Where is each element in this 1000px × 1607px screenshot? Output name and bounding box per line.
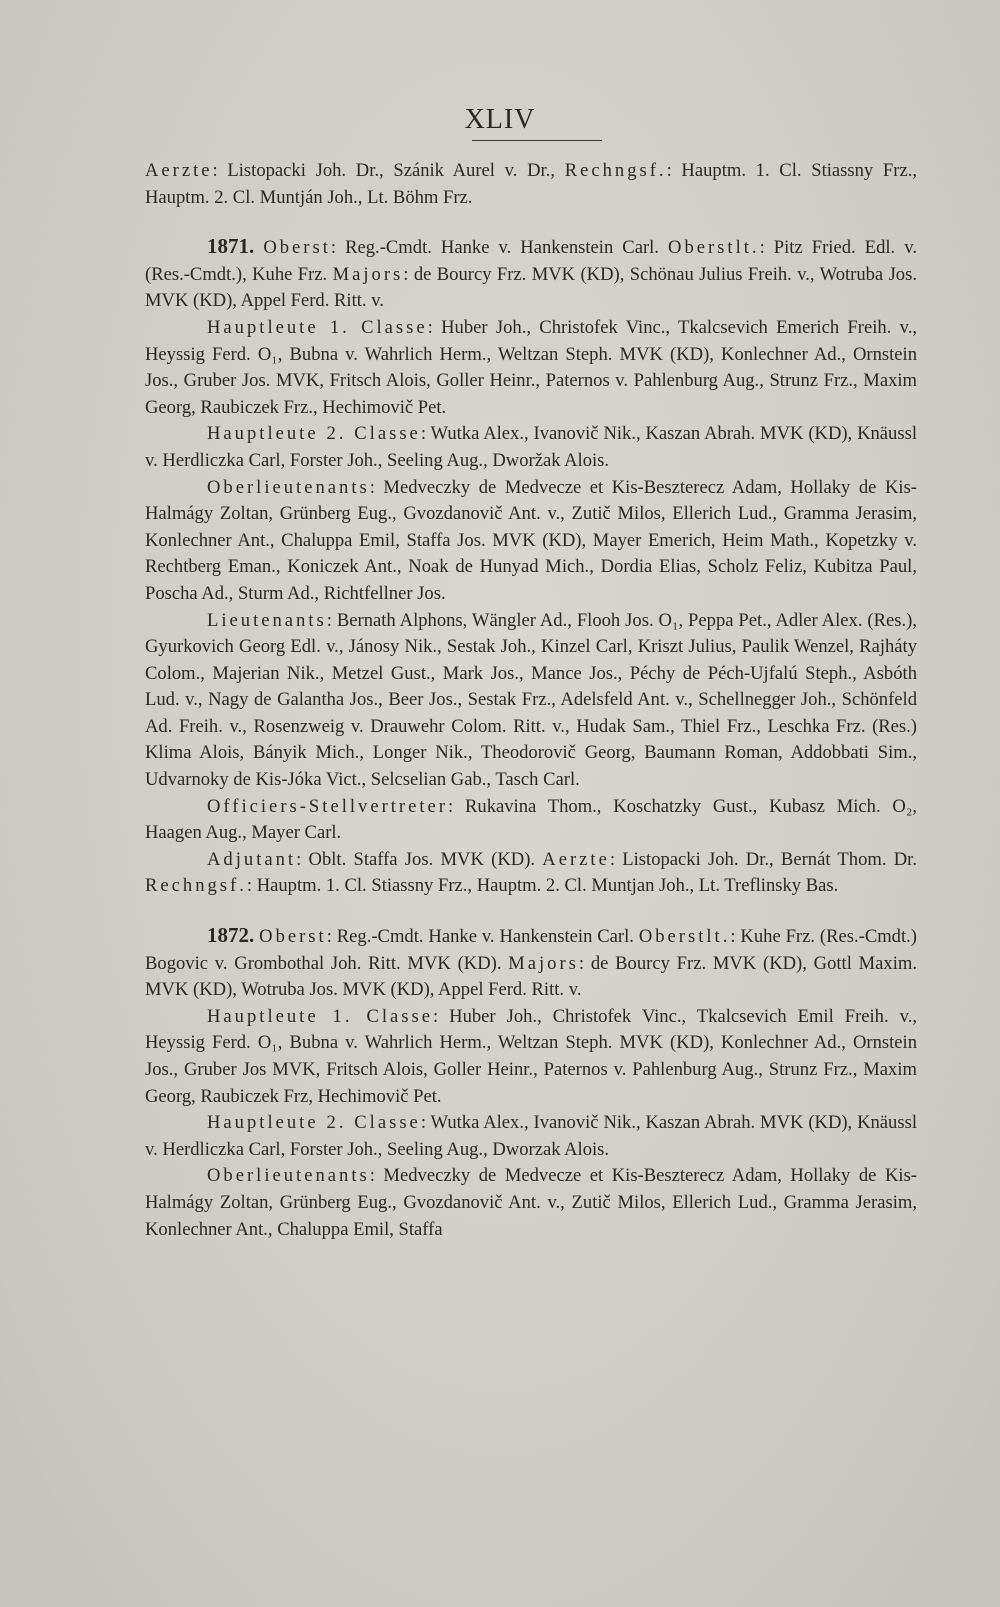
rank-heading: Oberlieutenants xyxy=(207,476,370,498)
rank-heading: Hauptleute 1. Classe xyxy=(207,1005,434,1027)
paragraph-text: : Medveczky de Medvecze et Kis-Beszterecz Adam, Hollaky de Kis-Halmágy Zoltan, Grünberg Eug., Gvozdanovič Ant. v., Zutič Milos, Ellerich Lud., Gramma Jerasim, Konlechner Ant., Chaluppa Emil, Staffa Jos. MVK (KD), Mayer Emerich, Heim Math., Kopetzky v. Rechtberg Eman., Koniczek Ant., Noak de Hunyad Mich., Dordia Elias, Scholz Feliz, Kubitza Paul, Poscha Ad., Sturm Ad., Richtfellner Jos. xyxy=(145,476,917,604)
paragraph-text: : Kuhe Frz. (Res.-Cmdt.) Bogovic v. Grombothal Joh. Ritt. MVK (KD). xyxy=(145,926,917,974)
paragraph-text: : Listopacki Joh. Dr., Szánik Aurel v. Dr., xyxy=(212,160,565,181)
paragraph-text: : de Bourcy Frz. MVK (KD), Gottl Maxim. MVK (KD), Wotruba Jos. MVK (KD), Appel Ferd. Ritt. v. xyxy=(145,952,917,1001)
paragraph-text: : Wutka Alex., Ivanovič Nik., Kaszan Abrah. MVK (KD), Knäussl v. Herdliczka Carl, Forster Joh., Seeling Aug., Dworžak Alois. xyxy=(145,423,917,471)
paragraph xyxy=(145,475,917,608)
paragraph-text: : Reg.-Cmdt. Hanke v. Hankenstein Carl. xyxy=(330,237,669,259)
paragraph xyxy=(145,1004,917,1110)
paragraph xyxy=(145,922,917,1004)
paragraph-text xyxy=(254,237,263,258)
paragraph-text: : Bernath Alphons, Wängler Ad., Flooh Jos. O₁, Peppa Pet., Adler Alex. (Res.), Gyurkovich Georg Edl. v., Jánosy Nik., Sestak Joh., Kinzel Carl, Kriszt Julius, Paulik Wenzel, Rajháty Colom., Majerian Nik., Metzel Gust., Mark Jos., Mance Jos., Péchy de Péch-Ujfalú Steph., Asbóth Lud. v., Nagy de Galantha Jos., Beer Jos., Sestak Frz., Adelsfeld Ant. v., Schellnegger Joh., Schönfeld Ad. Freih. v., Rosenzweig v. Drauwehr Colom. Ritt. v., Hudak Sam., Thiel Frz., Leschka Frz. (Res.) Klima Alois, Bányik Mich., Longer Nik., Theodorovič Georg, Baumann Roman, Addobbati Sim., Udvarnoky de Kis-Jóka Vict., Selcselian Gab., Tasch Carl. xyxy=(145,609,917,791)
paragraph xyxy=(145,608,917,794)
rank-heading: Rechngsf. xyxy=(564,160,667,181)
rank-heading: Rechngsf. xyxy=(145,875,247,897)
page-folio: XLIV xyxy=(464,104,536,135)
paragraph-text: : Rukavina Thom., Koschatzky Gust., Kubasz Mich. O₂, Haagen Aug., Mayer Carl. xyxy=(145,795,917,844)
paragraph-text: : de Bourcy Frz. MVK (KD), Schönau Julius Freih. v., Wotruba Jos. MVK (KD), Appel Ferd. Ritt. v. xyxy=(145,263,917,312)
paragraph-text: : Wutka Alex., Ivanovič Nik., Kaszan Abrah. MVK (KD), Knäussl v. Herdliczka Carl, Forster Joh., Seeling Aug., Dworzak Alois. xyxy=(145,1112,917,1160)
rank-heading: Oberst xyxy=(263,237,331,259)
paragraph xyxy=(145,158,917,211)
paragraph xyxy=(145,315,917,421)
paragraph xyxy=(145,794,917,847)
paragraph-text: : Reg.-Cmdt. Hanke v. Hankenstein Carl. xyxy=(326,926,639,948)
rank-heading: Oberstlt. xyxy=(638,926,731,948)
rank-heading: Oberst xyxy=(259,926,327,948)
folio-rule xyxy=(472,140,602,141)
rank-heading: Majors xyxy=(332,263,404,285)
rank-heading: Lieutenants xyxy=(207,609,327,631)
paragraph xyxy=(145,1163,917,1243)
paragraph-text: : Pitz Fried. Edl. v. (Res.-Cmdt.), Kuhe Frz. xyxy=(145,237,917,285)
year-heading: 1871. xyxy=(207,234,255,259)
paragraph-text: : Hauptm. 1. Cl. Stiassny Frz., Hauptm. 2. Cl. Muntjan Joh., Lt. Treflinsky Bas. xyxy=(246,875,839,897)
rank-heading: Hauptleute 2. Classe xyxy=(207,423,421,445)
paragraph-text: : Hauptm. 1. Cl. Stiassny Frz., Hauptm. 2. Cl. Muntján Joh., Lt. Böhm Frz. xyxy=(145,160,917,208)
paragraph xyxy=(145,233,917,315)
rank-heading: Majors xyxy=(508,952,579,974)
body-text xyxy=(145,158,917,1243)
paragraph-text: : Huber Joh., Christofek Vinc., Tkalcsevich Emerich Freih. v., Heyssig Ferd. O₁, Bubna v. Wahrlich Herm., Weltzan Steph. MVK (KD), Konlechner Ad., Ornstein Jos., Gruber Jos. MVK, Fritsch Alois, Goller Heinr., Paternos v. Pahlenburg Aug., Strunz Frz., Maxim Georg, Raubiczek Frz., Hechimovič Pet. xyxy=(145,316,917,418)
paragraph xyxy=(145,1110,917,1163)
rank-heading: Hauptleute 2. Classe xyxy=(207,1112,421,1134)
paragraph xyxy=(145,421,917,474)
rank-heading: Oberlieutenants xyxy=(207,1165,370,1187)
paragraph-text: : Oblt. Staffa Jos. MVK (KD). xyxy=(296,848,543,870)
paragraph-text: : Huber Joh., Christofek Vinc., Tkalcsevich Emil Freih. v., Heyssig Ferd. O₁, Bubna v. Wahrlich Herm., Weltzan Steph. MVK (KD), Konlechner Ad., Ornstein Jos., Gruber Jos MVK, Fritsch Alois, Goller Heinr., Paternos v. Pahlenburg Aug., Strunz Frz., Maxim Georg, Raubiczek Frz, Hechimovič Pet. xyxy=(145,1005,917,1107)
rank-heading: Oberstlt. xyxy=(668,237,760,259)
rank-heading: Adjutant xyxy=(207,848,297,870)
year-heading: 1872. xyxy=(207,923,255,948)
paragraph-text: : Medveczky de Medvecze et Kis-Beszterecz Adam, Hollaky de Kis-Halmágy Zoltan, Grünberg Eug., Gvozdanovič Ant. v., Zutič Milos, Ellerich Lud., Gramma Jerasim, Konlechner Ant., Chaluppa Emil, Staffa xyxy=(145,1165,917,1240)
rank-heading: Aerzte xyxy=(145,160,213,181)
rank-heading: Officiers-Stellvertreter xyxy=(207,795,448,817)
paragraph-text: : Listopacki Joh. Dr., Bernát Thom. Dr. xyxy=(609,848,917,870)
paragraph xyxy=(145,847,917,900)
rank-heading: Aerzte xyxy=(542,848,610,870)
rank-heading: Hauptleute 1. Classe xyxy=(207,316,428,338)
